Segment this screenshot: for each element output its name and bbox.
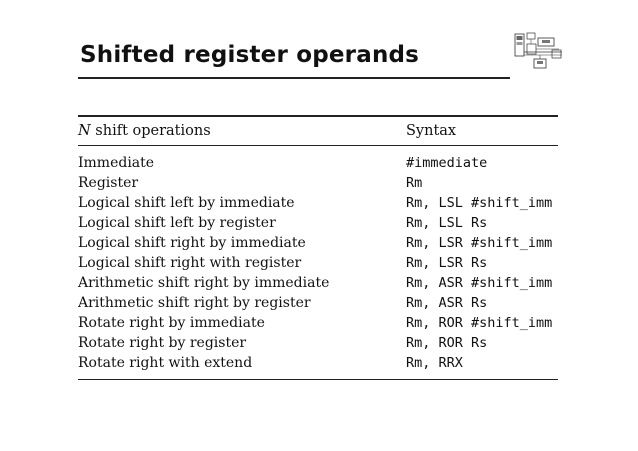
table-header-row [78,117,558,145]
architecture-diagram-icon [514,32,564,72]
syntax-cell: Rm, ASR #shift_imm [406,274,553,291]
table-body [78,146,558,379]
slide-title: Shifted register operands [80,42,420,68]
table-row [78,293,558,313]
operation-cell: Logical shift left by register [78,214,276,231]
table-row [78,353,558,373]
table-row [78,233,558,253]
syntax-cell: Rm, ROR Rs [406,334,488,351]
operation-cell: Immediate [78,154,155,171]
operation-cell: Logical shift right with register [78,254,302,271]
table-row [78,333,558,353]
syntax-cell: Rm, LSR Rs [406,254,488,271]
syntax-cell: Rm, RRX [406,354,463,371]
header-syntax: Syntax [406,122,457,139]
operation-cell: Register [78,174,139,191]
syntax-cell: Rm, LSR #shift_imm [406,234,553,251]
syntax-cell: Rm [406,174,423,191]
table-bottom-rule [78,379,558,381]
operation-cell: Logical shift left by immediate [78,194,295,211]
table-row [78,253,558,273]
syntax-cell: Rm, LSL Rs [406,214,488,231]
operation-cell: Arithmetic shift right by register [78,294,311,311]
syntax-cell: Rm, ASR Rs [406,294,488,311]
table-row [78,313,558,333]
table-row [78,213,558,233]
operation-cell: Rotate right with extend [78,354,253,371]
shift-operations-table [78,115,558,380]
title-underline [78,77,510,79]
operation-cell: Logical shift right by immediate [78,234,306,251]
operation-cell: Rotate right by immediate [78,314,265,331]
table-row [78,153,558,173]
table-row [78,193,558,213]
syntax-cell: #immediate [406,154,488,171]
syntax-cell: Rm, ROR #shift_imm [406,314,553,331]
syntax-cell: Rm, LSL #shift_imm [406,194,553,211]
operation-cell: Arithmetic shift right by immediate [78,274,330,291]
table-row [78,273,558,293]
table-row [78,173,558,193]
header-operations: N shift operations [78,122,211,139]
operation-cell: Rotate right by register [78,334,247,351]
